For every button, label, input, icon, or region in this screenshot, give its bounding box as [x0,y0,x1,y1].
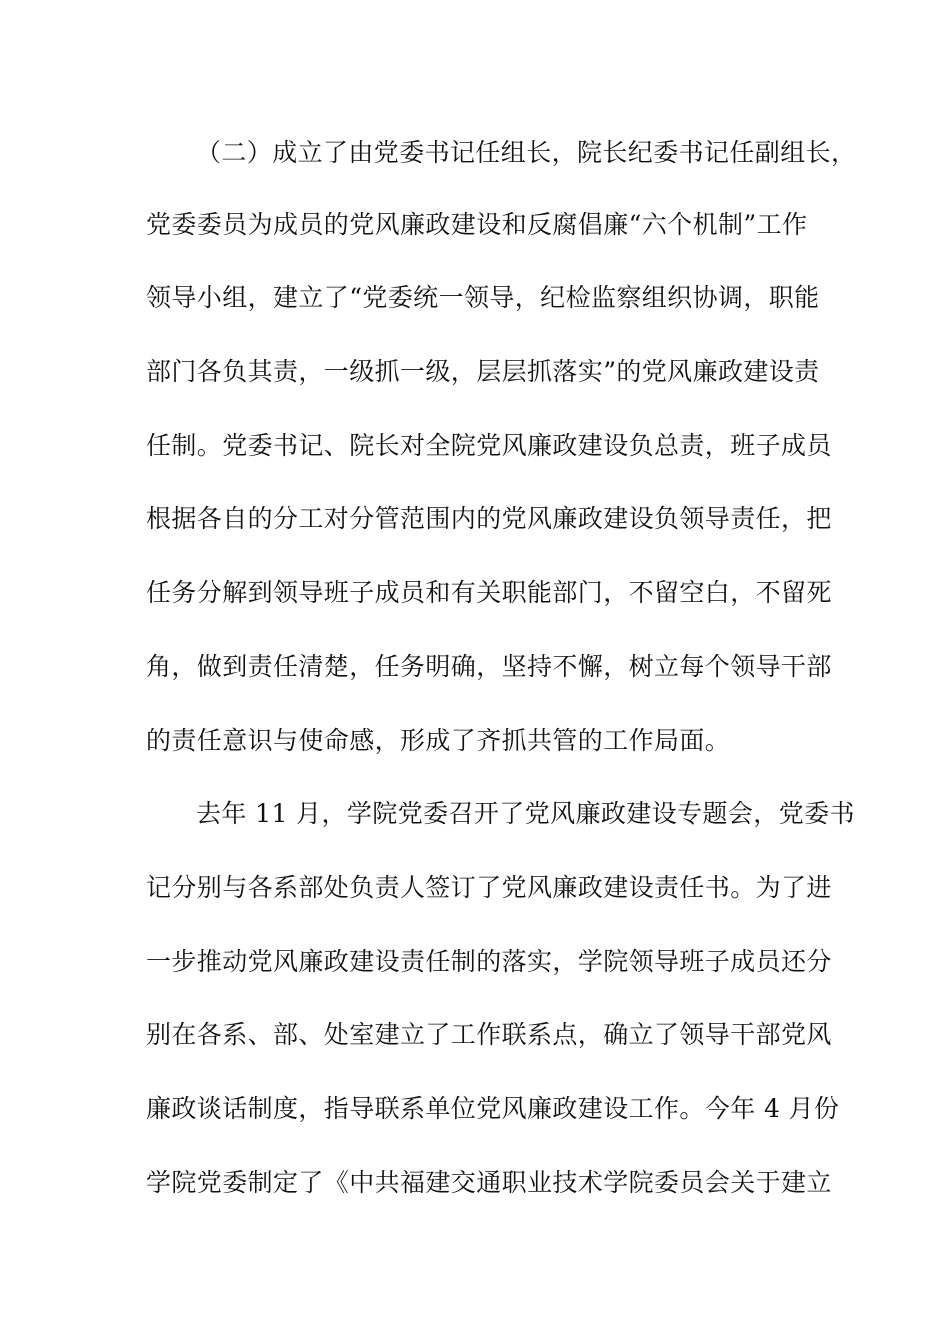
paragraph-2-line-3: 一步推动党风廉政建设责任制的落实，学院领导班子成员还分 [146,947,832,976]
paragraph-1-line-5: 任制。党委书记、院长对全院党风廉政建设负总责，班子成员 [146,431,832,460]
paragraph-1-line-8: 角，做到责任清楚，任务明确，坚持不懈，树立每个领导干部 [146,652,832,681]
paragraph-1-line-9: 的责任意识与使命感，形成了齐抓共管的工作局面。 [146,726,731,755]
paragraph-1-line-2: 党委委员为成员的党风廉政建设和反腐倡廉“六个机制”工作 [146,210,808,239]
paragraph-1-line-1: （二）成立了由党委书记任组长，院长纪委书记任副组长， [196,138,857,167]
paragraph-1-line-6: 根据各自的分工对分管范围内的党风廉政建设负领导责任，把 [146,504,832,533]
paragraph-1-line-4: 部门各负其责，一级抓一级，层层抓落实”的党风廉政建设责 [146,357,820,386]
paragraph-2-line-2: 记分别与各系部处负责人签订了党风廉政建设责任书。为了进 [146,873,832,902]
paragraph-2-line-5: 廉政谈话制度，指导联系单位党风廉政建设工作。今年 4 月份 [146,1094,840,1123]
paragraph-2-line-4: 别在各系、部、处室建立了工作联系点，确立了领导干部党风 [146,1020,832,1049]
paragraph-2-line-1: 去年 11 月，学院党委召开了党风廉政建设专题会，党委书 [196,799,855,828]
paragraph-1-line-7: 任务分解到领导班子成员和有关职能部门，不留空白，不留死 [146,578,832,607]
paragraph-2-line-6: 学院党委制定了《中共福建交通职业技术学院委员会关于建立 [146,1168,832,1197]
paragraph-1-line-3: 领导小组，建立了“党委统一领导，纪检监察组织协调，职能 [146,283,820,312]
